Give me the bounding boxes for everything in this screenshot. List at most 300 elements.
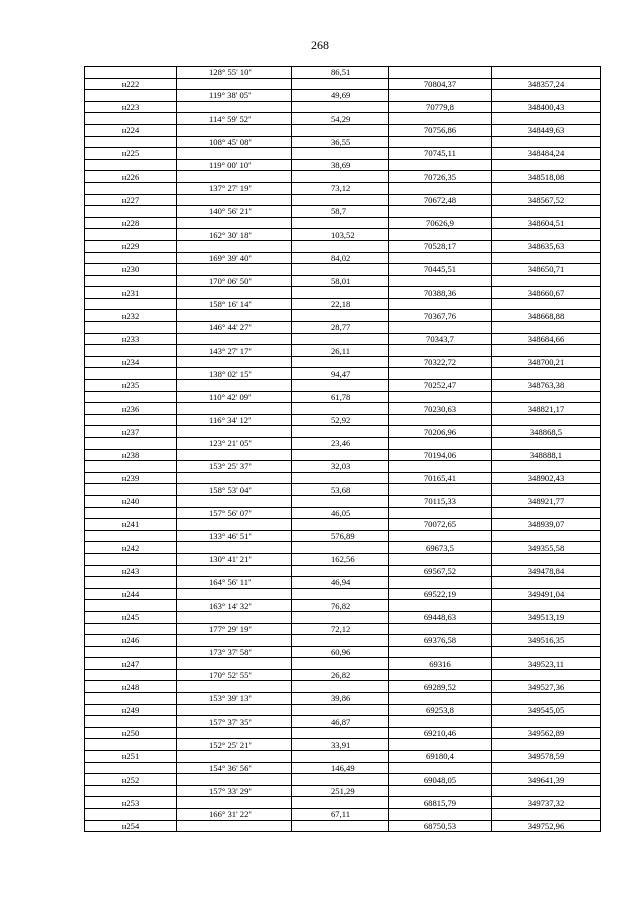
distance-cell: 86,51 — [292, 67, 389, 79]
empty-cell — [177, 194, 292, 206]
point-row — [85, 611, 601, 623]
point-row — [85, 101, 601, 113]
empty-cell — [177, 519, 292, 531]
point-row — [85, 704, 601, 716]
distance-cell: 54,29 — [292, 113, 389, 125]
empty-cell — [177, 380, 292, 392]
empty-cell — [85, 438, 177, 450]
angle-cell: 158° 16' 14" — [177, 298, 292, 310]
empty-cell — [85, 67, 177, 79]
point-name-cell: н236 — [85, 403, 177, 415]
point-name-cell: н235 — [85, 380, 177, 392]
measurement-row — [85, 646, 601, 658]
angle-cell: 123° 21' 05" — [177, 438, 292, 450]
y-coordinate-cell: 348763,38 — [492, 380, 601, 392]
distance-cell: 26,82 — [292, 669, 389, 681]
y-coordinate-cell: 348939,07 — [492, 519, 601, 531]
distance-cell: 58,7 — [292, 206, 389, 218]
empty-cell — [292, 171, 389, 183]
empty-cell — [492, 762, 601, 774]
distance-cell: 76,82 — [292, 600, 389, 612]
point-name-cell: н224 — [85, 124, 177, 136]
coordinates-table — [84, 66, 601, 832]
empty-cell — [492, 693, 601, 705]
angle-cell: 169° 39' 40" — [177, 252, 292, 264]
point-name-cell: н243 — [85, 565, 177, 577]
x-coordinate-cell: 69316 — [389, 658, 492, 670]
point-row — [85, 240, 601, 252]
empty-cell — [389, 67, 492, 79]
point-name-cell: н238 — [85, 449, 177, 461]
measurement-row — [85, 762, 601, 774]
empty-cell — [85, 391, 177, 403]
y-coordinate-cell: 349491,04 — [492, 588, 601, 600]
angle-cell: 153° 39' 13" — [177, 693, 292, 705]
empty-cell — [85, 553, 177, 565]
point-row — [85, 820, 601, 832]
empty-cell — [492, 623, 601, 635]
distance-cell: 67,11 — [292, 809, 389, 821]
x-coordinate-cell: 69253,8 — [389, 704, 492, 716]
empty-cell — [177, 171, 292, 183]
x-coordinate-cell: 69180,4 — [389, 751, 492, 763]
y-coordinate-cell: 349527,36 — [492, 681, 601, 693]
empty-cell — [177, 588, 292, 600]
empty-cell — [389, 438, 492, 450]
x-coordinate-cell: 68815,79 — [389, 797, 492, 809]
page-number: 268 — [311, 38, 329, 52]
x-coordinate-cell: 70726,35 — [389, 171, 492, 183]
point-row — [85, 751, 601, 763]
y-coordinate-cell: 349516,35 — [492, 635, 601, 647]
angle-cell: 140° 56' 21" — [177, 206, 292, 218]
measurement-row — [85, 577, 601, 589]
y-coordinate-cell: 348888,1 — [492, 449, 601, 461]
y-coordinate-cell: 348921,77 — [492, 495, 601, 507]
point-name-cell: н251 — [85, 751, 177, 763]
point-row — [85, 310, 601, 322]
empty-cell — [177, 635, 292, 647]
point-row — [85, 519, 601, 531]
y-coordinate-cell: 348567,52 — [492, 194, 601, 206]
empty-cell — [177, 333, 292, 345]
point-name-cell: н246 — [85, 635, 177, 647]
empty-cell — [292, 519, 389, 531]
empty-cell — [492, 739, 601, 751]
angle-cell: 130° 41' 21" — [177, 553, 292, 565]
empty-cell — [177, 124, 292, 136]
point-row — [85, 495, 601, 507]
angle-cell: 157° 37' 35" — [177, 716, 292, 728]
empty-cell — [492, 90, 601, 102]
empty-cell — [492, 229, 601, 241]
point-row — [85, 681, 601, 693]
distance-cell: 38,69 — [292, 159, 389, 171]
empty-cell — [85, 252, 177, 264]
x-coordinate-cell: 70322,72 — [389, 356, 492, 368]
distance-cell: 39,86 — [292, 693, 389, 705]
empty-cell — [292, 774, 389, 786]
distance-cell: 60,96 — [292, 646, 389, 658]
measurement-row — [85, 507, 601, 519]
x-coordinate-cell: 70672,48 — [389, 194, 492, 206]
empty-cell — [492, 345, 601, 357]
x-coordinate-cell: 69522,19 — [389, 588, 492, 600]
empty-cell — [85, 809, 177, 821]
empty-cell — [292, 426, 389, 438]
angle-cell: 119° 38' 05" — [177, 90, 292, 102]
empty-cell — [85, 530, 177, 542]
point-name-cell: н240 — [85, 495, 177, 507]
empty-cell — [389, 693, 492, 705]
angle-cell: 163° 14' 32" — [177, 600, 292, 612]
empty-cell — [292, 310, 389, 322]
angle-cell: 157° 33' 29" — [177, 785, 292, 797]
x-coordinate-cell: 70343,7 — [389, 333, 492, 345]
measurement-row — [85, 669, 601, 681]
empty-cell — [292, 751, 389, 763]
empty-cell — [389, 345, 492, 357]
empty-cell — [492, 113, 601, 125]
empty-cell — [389, 646, 492, 658]
empty-cell — [492, 67, 601, 79]
distance-cell: 94,47 — [292, 368, 389, 380]
measurement-row — [85, 414, 601, 426]
y-coordinate-cell: 349737,32 — [492, 797, 601, 809]
point-name-cell: н248 — [85, 681, 177, 693]
y-coordinate-cell: 349513,19 — [492, 611, 601, 623]
point-name-cell: н241 — [85, 519, 177, 531]
empty-cell — [292, 611, 389, 623]
angle-cell: 154° 36' 56" — [177, 762, 292, 774]
y-coordinate-cell: 348668,88 — [492, 310, 601, 322]
empty-cell — [177, 704, 292, 716]
x-coordinate-cell: 69673,5 — [389, 542, 492, 554]
x-coordinate-cell: 69448,63 — [389, 611, 492, 623]
y-coordinate-cell: 349578,59 — [492, 751, 601, 763]
y-coordinate-cell: 348902,43 — [492, 472, 601, 484]
empty-cell — [492, 159, 601, 171]
empty-cell — [85, 322, 177, 334]
y-coordinate-cell: 348484,24 — [492, 148, 601, 160]
empty-cell — [389, 391, 492, 403]
angle-cell: 162° 30' 18" — [177, 229, 292, 241]
point-row — [85, 287, 601, 299]
measurement-row — [85, 252, 601, 264]
distance-cell: 162,56 — [292, 553, 389, 565]
x-coordinate-cell: 70115,33 — [389, 495, 492, 507]
empty-cell — [177, 727, 292, 739]
empty-cell — [85, 600, 177, 612]
measurement-row — [85, 391, 601, 403]
empty-cell — [492, 461, 601, 473]
empty-cell — [292, 217, 389, 229]
empty-cell — [389, 507, 492, 519]
angle-cell: 128° 55' 10" — [177, 67, 292, 79]
empty-cell — [177, 310, 292, 322]
measurement-row — [85, 229, 601, 241]
empty-cell — [85, 461, 177, 473]
empty-cell — [177, 148, 292, 160]
point-row — [85, 774, 601, 786]
angle-cell: 158° 53' 04" — [177, 484, 292, 496]
angle-cell: 119° 00' 10" — [177, 159, 292, 171]
distance-cell: 46,94 — [292, 577, 389, 589]
x-coordinate-cell: 69048,05 — [389, 774, 492, 786]
empty-cell — [177, 542, 292, 554]
empty-cell — [492, 206, 601, 218]
x-coordinate-cell: 70367,76 — [389, 310, 492, 322]
empty-cell — [492, 391, 601, 403]
point-name-cell: н247 — [85, 658, 177, 670]
measurement-row — [85, 113, 601, 125]
y-coordinate-cell: 348635,63 — [492, 240, 601, 252]
point-name-cell: н245 — [85, 611, 177, 623]
distance-cell: 251,29 — [292, 785, 389, 797]
empty-cell — [85, 90, 177, 102]
x-coordinate-cell: 70804,37 — [389, 78, 492, 90]
empty-cell — [177, 472, 292, 484]
empty-cell — [492, 809, 601, 821]
point-row — [85, 264, 601, 276]
x-coordinate-cell: 70206,96 — [389, 426, 492, 438]
empty-cell — [292, 287, 389, 299]
empty-cell — [85, 113, 177, 125]
empty-cell — [292, 658, 389, 670]
point-name-cell: н233 — [85, 333, 177, 345]
distance-cell: 32,03 — [292, 461, 389, 473]
empty-cell — [177, 449, 292, 461]
empty-cell — [85, 716, 177, 728]
y-coordinate-cell: 348650,71 — [492, 264, 601, 276]
y-coordinate-cell: 348684,66 — [492, 333, 601, 345]
empty-cell — [292, 820, 389, 832]
empty-cell — [389, 623, 492, 635]
y-coordinate-cell: 348868,5 — [492, 426, 601, 438]
empty-cell — [492, 553, 601, 565]
empty-cell — [492, 414, 601, 426]
empty-cell — [177, 565, 292, 577]
empty-cell — [389, 136, 492, 148]
point-name-cell: н249 — [85, 704, 177, 716]
x-coordinate-cell: 70252,47 — [389, 380, 492, 392]
empty-cell — [292, 240, 389, 252]
x-coordinate-cell: 70194,06 — [389, 449, 492, 461]
measurement-row — [85, 206, 601, 218]
empty-cell — [389, 530, 492, 542]
distance-cell: 58,01 — [292, 275, 389, 287]
point-row — [85, 124, 601, 136]
point-name-cell: н227 — [85, 194, 177, 206]
distance-cell: 72,12 — [292, 623, 389, 635]
empty-cell — [389, 229, 492, 241]
empty-cell — [85, 345, 177, 357]
x-coordinate-cell: 69210,46 — [389, 727, 492, 739]
empty-cell — [389, 553, 492, 565]
measurement-row — [85, 159, 601, 171]
point-row — [85, 217, 601, 229]
measurement-row — [85, 345, 601, 357]
y-coordinate-cell: 349355,58 — [492, 542, 601, 554]
empty-cell — [292, 264, 389, 276]
angle-cell: 164° 56' 11" — [177, 577, 292, 589]
empty-cell — [85, 785, 177, 797]
distance-cell: 52,92 — [292, 414, 389, 426]
angle-cell: 138° 02' 15" — [177, 368, 292, 380]
distance-cell: 28,77 — [292, 322, 389, 334]
x-coordinate-cell: 70626,9 — [389, 217, 492, 229]
measurement-row — [85, 600, 601, 612]
measurement-row — [85, 739, 601, 751]
empty-cell — [292, 472, 389, 484]
empty-cell — [389, 414, 492, 426]
empty-cell — [389, 809, 492, 821]
angle-cell: 173° 37' 58" — [177, 646, 292, 658]
empty-cell — [85, 669, 177, 681]
measurement-row — [85, 461, 601, 473]
point-row — [85, 449, 601, 461]
distance-cell: 46,87 — [292, 716, 389, 728]
empty-cell — [492, 438, 601, 450]
x-coordinate-cell: 70528,17 — [389, 240, 492, 252]
empty-cell — [177, 356, 292, 368]
empty-cell — [389, 159, 492, 171]
angle-cell: 170° 06' 50" — [177, 275, 292, 287]
point-name-cell: н229 — [85, 240, 177, 252]
distance-cell: 73,12 — [292, 182, 389, 194]
empty-cell — [492, 785, 601, 797]
empty-cell — [85, 159, 177, 171]
empty-cell — [492, 368, 601, 380]
empty-cell — [389, 716, 492, 728]
empty-cell — [85, 739, 177, 751]
point-name-cell: н244 — [85, 588, 177, 600]
measurement-row — [85, 623, 601, 635]
empty-cell — [292, 356, 389, 368]
empty-cell — [492, 646, 601, 658]
point-name-cell: н231 — [85, 287, 177, 299]
empty-cell — [292, 704, 389, 716]
empty-cell — [292, 635, 389, 647]
point-name-cell: н222 — [85, 78, 177, 90]
empty-cell — [85, 507, 177, 519]
empty-cell — [177, 774, 292, 786]
measurement-row — [85, 484, 601, 496]
measurement-row — [85, 530, 601, 542]
point-name-cell: н239 — [85, 472, 177, 484]
empty-cell — [389, 577, 492, 589]
point-row — [85, 635, 601, 647]
distance-cell: 576,89 — [292, 530, 389, 542]
point-name-cell: н230 — [85, 264, 177, 276]
x-coordinate-cell: 70756,86 — [389, 124, 492, 136]
point-name-cell: н237 — [85, 426, 177, 438]
y-coordinate-cell: 349545,05 — [492, 704, 601, 716]
empty-cell — [292, 588, 389, 600]
point-name-cell: н225 — [85, 148, 177, 160]
empty-cell — [292, 449, 389, 461]
empty-cell — [492, 252, 601, 264]
measurement-row — [85, 553, 601, 565]
angle-cell: 152° 25' 21" — [177, 739, 292, 751]
point-name-cell: н223 — [85, 101, 177, 113]
point-name-cell: н232 — [85, 310, 177, 322]
x-coordinate-cell: 70230,63 — [389, 403, 492, 415]
empty-cell — [85, 136, 177, 148]
empty-cell — [389, 785, 492, 797]
empty-cell — [177, 681, 292, 693]
empty-cell — [389, 600, 492, 612]
empty-cell — [292, 403, 389, 415]
empty-cell — [177, 426, 292, 438]
distance-cell: 23,46 — [292, 438, 389, 450]
point-row — [85, 194, 601, 206]
empty-cell — [85, 229, 177, 241]
point-row — [85, 171, 601, 183]
measurement-row — [85, 438, 601, 450]
point-row — [85, 356, 601, 368]
y-coordinate-cell: 349562,89 — [492, 727, 601, 739]
empty-cell — [492, 530, 601, 542]
empty-cell — [389, 461, 492, 473]
angle-cell: 157° 56' 07" — [177, 507, 292, 519]
empty-cell — [492, 577, 601, 589]
x-coordinate-cell: 69376,58 — [389, 635, 492, 647]
point-row — [85, 333, 601, 345]
empty-cell — [177, 264, 292, 276]
distance-cell: 22,18 — [292, 298, 389, 310]
point-name-cell: н228 — [85, 217, 177, 229]
empty-cell — [389, 275, 492, 287]
point-name-cell: н254 — [85, 820, 177, 832]
y-coordinate-cell: 349641,39 — [492, 774, 601, 786]
empty-cell — [492, 484, 601, 496]
empty-cell — [492, 600, 601, 612]
empty-cell — [292, 124, 389, 136]
y-coordinate-cell: 348700,21 — [492, 356, 601, 368]
point-row — [85, 565, 601, 577]
empty-cell — [389, 322, 492, 334]
x-coordinate-cell: 70745,11 — [389, 148, 492, 160]
angle-cell: 137° 27' 19" — [177, 182, 292, 194]
empty-cell — [389, 739, 492, 751]
empty-cell — [389, 182, 492, 194]
angle-cell: 166° 31' 22" — [177, 809, 292, 821]
y-coordinate-cell: 348449,63 — [492, 124, 601, 136]
empty-cell — [389, 206, 492, 218]
empty-cell — [292, 727, 389, 739]
distance-cell: 49,69 — [292, 90, 389, 102]
point-row — [85, 727, 601, 739]
empty-cell — [177, 751, 292, 763]
y-coordinate-cell: 349752,96 — [492, 820, 601, 832]
empty-cell — [177, 217, 292, 229]
empty-cell — [389, 484, 492, 496]
empty-cell — [389, 252, 492, 264]
angle-cell: 116° 34' 12" — [177, 414, 292, 426]
empty-cell — [177, 611, 292, 623]
empty-cell — [492, 275, 601, 287]
empty-cell — [292, 681, 389, 693]
empty-cell — [292, 148, 389, 160]
measurement-row — [85, 298, 601, 310]
angle-cell: 110° 42' 09" — [177, 391, 292, 403]
y-coordinate-cell: 348518,08 — [492, 171, 601, 183]
measurement-row — [85, 90, 601, 102]
empty-cell — [177, 240, 292, 252]
measurement-row — [85, 368, 601, 380]
distance-cell: 146,49 — [292, 762, 389, 774]
